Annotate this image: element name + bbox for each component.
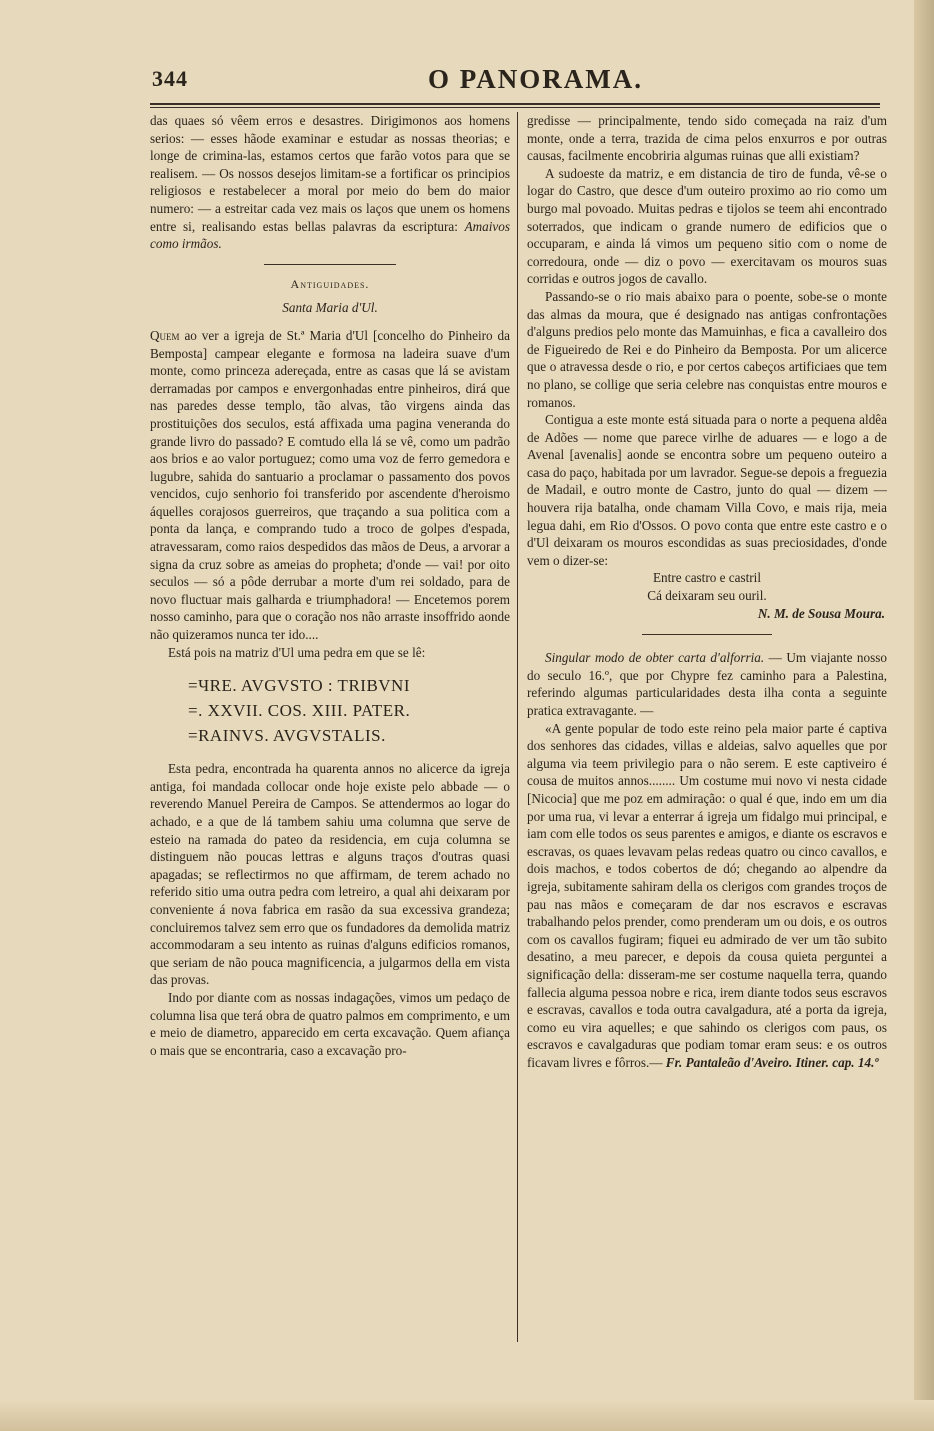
verse-line: Entre castro e castril [652,570,761,586]
article-paragraph-1 [150,327,510,644]
page-number: 344 [152,66,188,91]
article-divider [642,634,772,635]
article-paragraph-4: Indo por diante com as nossas indagações, vimos um pedaço de columna lisa que terá obra de quatro palmos em comprimento, e um e meio de diametro, apparecido em certa excavação. Quem afiança o mais que se encontraria, caso a excavação pro- [150,989,510,1058]
intro-paragraph [150,112,510,253]
intro-text: das quaes só vêem erros e desastres. Dirigimonos aos homens serios: — esses hãode examinar e estudar as nossas theorias; e longe de crimina-las, estamos certos que farão votos para que se realisem. — Os nossos desejos limitam-se a fortificar os principios religiosos e restabelecer a moral por meio do bem do maior numero: — a estreitar cada vez mais os laços que unem os homens entre si, realisando estas bellas palavras da escriptura: [150,113,510,234]
author-signature: N. M. de Sousa Moura. [757,605,885,621]
header-rule [150,103,880,105]
alforria-intro-text: — Um viajante nosso do seculo 16.º, que por Chypre fez caminho para a Palestina, referindo algumas particularidades desta ilha conta a seguinte pratica extravagante. — [527,650,887,718]
verse-line: Cá deixaram seu ouril. [647,588,767,604]
alforria-intro [527,649,887,719]
left-column [150,112,510,1059]
inscription-line: =ЧRE. AVGVSTO : TRIBVNI [188,676,410,696]
alforria-quote [527,720,887,1072]
page-header [152,64,882,100]
drop-word: Quem [150,327,180,343]
paragraph-1-text: ao ver a igreja de St.ª Maria d'Ul [concelho do Pinheiro da Bemposta] campear elegante e formosa na ladeira suave d'um monte, como princeza adereçada, entre as casas que lá se avistam derramadas por campos e envergonhadas entre pinheiros, dirá que nas paredes desse templo, tão alvas, tão virgens ainda das prostituições dos seculos, está affixada uma pagina veneranda do grande livro do passado? E comtudo ella lá se vê, como um padrão aos brios e ao valor portuguez; como uma voz de ferro gemedora e lugubre, sahida do santuario a proclamar o passamento dos povos vencidos, cujo senhorio foi transferido por ascendente d'heroismo áquelles corajosos guerreiros, que traçando a sua politica com a ponta da lança, e comprando tudo a troco de golpes d'espada, atravessaram, como raios despedidos das mãos de Deus, a arvorar a signa da cruz sobre as ameias do propheta; d'onde — vai! por oito seculos — só a pôde derrubar a morte d'um rei soldado, para de novo fluctuar mais galharda e triumphadora! — Encetemos porem nosso caminho, para que o coração nos não arraste insoffrido aonde não quizeramos nunca ter ido.... [150,327,510,643]
roman-inscription [188,673,510,748]
alforria-source: Fr. Pantaleão d'Aveiro. Itiner. cap. 14.º [665,1054,879,1070]
section-heading: Antiguidades. [290,276,370,291]
continued-paragraph: gredisse — principalmente, tendo sido começada na raiz d'um monte, onde a terra, trazida de cima pelos enxurros e por outras causas, facilmente encobriria algumas ruinas que alli existiam? [527,113,887,164]
header-rule-thin [150,107,880,108]
alforria-quote-text: «A gente popular de todo este reino pela maior parte é captiva dos senhores das cidades, villas e aldeias, salvo aquelles que por alguma via teem privilegio para o não serem. E este captiveiro é cousa de muitos annos........ Um costume mui novo vi nesta cidade [Nicocia] que me poz em admiração: o qual é que, indo em um dia por uma rua, vi levar a enterrar á igreja um fidalgo mui principal, e iam com elle todos os seus parentes e amigos, e diante os escravos e escravas, os quaes levavam pelas redeas quatro ou cinco cavallos, e dois machos, e todos cobertos de dó; chegando ao alpendre da igreja, subitamente sahiram della os clerigos com grandes troços de pau nas mãos e começaram de dar nos escravos e escravas trabalhando pelos prender, como prenderam um ou dois, e os outros com os cavallos fugiram; fiquei eu admirado de ver um tão subito desatino, a meu parecer, e depois da cousa quieta perguntei a significação della: disseram-me ser costume naquella terra, quando fallecia alguma pessoa nobre e rica, irem diante todos seus escravos e escravas, cavallos e toda outra cavalgadura, até a porta da igreja, como eu vira aquelles; e que sahindo os clerigos com paus, os escravos e cavalgaduras que podiam tomar eram seus: e os outros ficavam livres e fôrros.— [527,720,887,1070]
intro-italic-quote: Amaivos como irmãos. [150,218,510,252]
castro-paragraph: A sudoeste da matriz, e em distancia de tiro de funda, vê-se o logar do Castro, que desce d'um outeiro proximo ao rio como um burgo mal povoado. Muitas pedras e tijolos se teem ahi encontrado soterrados, que indicam o grande numero de edificios que o occuparam, e ainda lá vimos um pequeno sitio com o nome de corredoura, onde — diz o povo — exercitavam os mouros suas corridas e outros jogos de cavallo. [527,165,887,287]
adoes-paragraph: Contigua a este monte está situada para o norte a pequena aldêa de Adões — nome que parece virlhe de aduares — e logo a de Avenal [avenalis] aonde se encontra sobre um pequeno outeiro a casa do paço, habitada por um lavrador. Segue-se depois a freguezia de Madail, e outro monte de Castro, junto do qual — dizem — houvera rija batalha, onde chamam Villa Covo, e mais rija, meia legua dahi, em Rio d'Ossos. O povo conta que entre este castro e o d'Ul deixaram os mouros escondidas as suas preciosidades, d'onde vem o dizer-se: [527,412,887,568]
section-divider [264,264,396,265]
inscription-line: =RAINVS. AVGVSTALIS. [188,726,386,746]
section-subtitle: Santa Maria d'Ul. [282,300,378,316]
moura-paragraph: Passando-se o rio mais abaixo para o poente, sobe-se o monte das almas da moura, que é designado nas antigas confrontações d'alguns predios pelo monte das Mamuinhas, e fica a cavalleiro dos de Figueiredo de Rei e do Pinheiro da Bemposta. Por um alicerce que o atravessa desde o rio, e por certos cabeços artificiaes que tem no plano, se collige que seria celebre nas conquistas entre mouros e romanos. [527,288,887,410]
article-paragraph-3: Esta pedra, encontrada ha quarenta annos no alicerce da igreja antiga, foi mandada collocar onde hoje existe pelo abbade — o reverendo Manuel Pereira de Campos. Se attendermos ao logar do achado, e a que de lá tambem sahiu uma columna que serve de esteio na ramada do pateo da residencia, em cuja columna se distinguem não poucas lettras e alguns traços d'outras quasi apagadas; se reflectirmos no que affirmam, de terem achado no referido sitio uma outra pedra com letreiro, a qual ahi deixaram por conveniente á nova fabrica em rasão da sua excessiva grandeza; concluiremos talvez sem erro que os fundadores da demolida matriz accommodaram a seu intento as ruinas d'alguns edificios romanos, que seriam de não pouca magnificencia, a julgarmos della em vista das provas. [150,761,510,988]
page-edge [914,0,934,1431]
page-bottom-edge [0,1400,934,1431]
right-column [527,112,887,1071]
column-divider [517,112,518,1342]
journal-title: O PANORAMA. [428,64,643,94]
article-paragraph-2: Está pois na matriz d'Ul uma pedra em que se lê: [168,644,426,660]
inscription-line: =. XXVII. COS. XIII. PATER. [188,701,411,721]
alforria-title: Singular modo de obter carta d'alforria. [545,650,765,666]
